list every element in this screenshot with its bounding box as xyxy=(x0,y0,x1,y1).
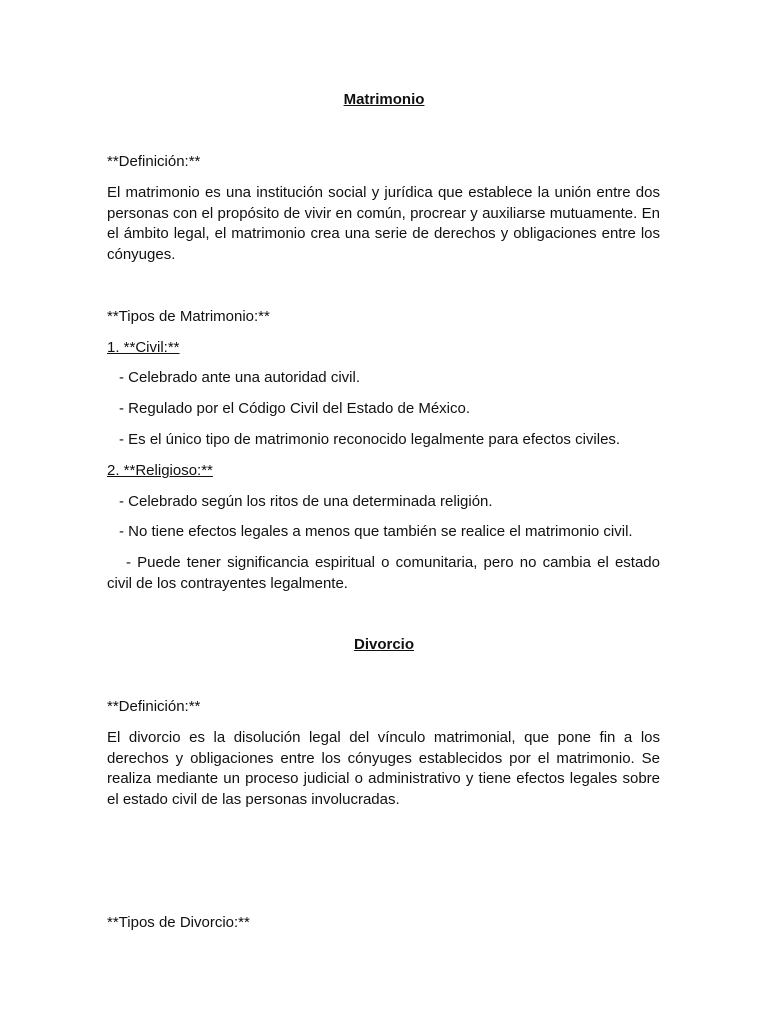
religioso-item: - Celebrado según los ritos de una determinada religión. xyxy=(119,493,493,510)
matrimonio-tipos-label: **Tipos de Matrimonio:** xyxy=(107,308,270,325)
civil-item: - Es el único tipo de matrimonio reconocido legalmente para efectos civiles. xyxy=(119,431,621,448)
divorcio-tipos-label: **Tipos de Divorcio:** xyxy=(107,914,250,931)
religioso-item: - No tiene efectos legales a menos que también se realice el matrimonio civil. xyxy=(119,523,633,540)
religioso-item: - Puede tener significancia espiritual o comunitaria, pero no cambia el estado civil de los contrayentes legalmente. xyxy=(107,554,660,592)
tipo-civil-label: 1. **Civil:** xyxy=(107,339,180,356)
matrimonio-definicion-label: **Definición:** xyxy=(107,153,201,170)
divorcio-definicion-label: **Definición:** xyxy=(107,698,201,715)
matrimonio-definicion-text: El matrimonio es una institución social y jurídica que establece la unión entre dos personas con el propósito de vivir en común, procrear y auxiliarse mutuamente. En el ámbito legal, el matrimonio crea una serie de derechos y obligaciones entre los cónyuges. xyxy=(107,184,660,263)
divorcio-definicion-text: El divorcio es la disolución legal del vínculo matrimonial, que pone fin a los derechos y obligaciones entre los cónyuges establecidos por el matrimonio. Se realiza mediante un proceso judicial o administrativo y tiene efectos legales sobre el estado civil de las personas involucradas. xyxy=(107,729,660,808)
civil-item: - Celebrado ante una autoridad civil. xyxy=(119,369,360,386)
tipo-religioso-label: 2. **Religioso:** xyxy=(107,462,213,479)
heading-divorcio: Divorcio xyxy=(353,636,414,653)
heading-matrimonio: Matrimonio xyxy=(343,91,425,108)
civil-item: - Regulado por el Código Civil del Estado de México. xyxy=(119,400,471,417)
